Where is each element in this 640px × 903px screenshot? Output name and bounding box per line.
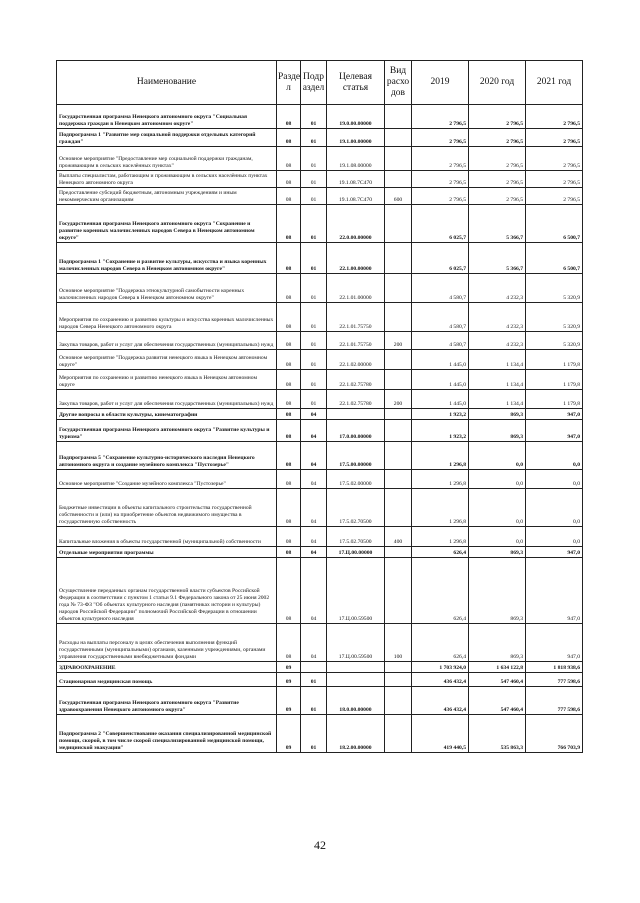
cell-name: Мероприятия по сохранению и развитию ненецкого языка в Ненецком автономном округе — [57, 370, 277, 390]
cell-target: 17.Ц.00.59500 — [327, 624, 385, 662]
table-row — [57, 243, 583, 274]
cell-podrazdel: 01 — [301, 243, 327, 274]
cell-name: Государственная программа Ненецкого автономного округа "Развитие здравоохранения Ненецкого автономного округа" — [57, 687, 277, 715]
cell-vid — [385, 409, 412, 420]
header-2021: 2021 год — [526, 61, 583, 105]
cell-name: Другие вопросы в области культуры, кинематографии — [57, 409, 277, 420]
cell-name: Подпрограмма 1 "Развитие мер социальной поддержки отдельных категорий граждан" — [57, 129, 277, 147]
cell-target: 22.1.01.75750 — [327, 332, 385, 350]
cell-vid: 100 — [385, 624, 412, 662]
cell-podrazdel: 01 — [301, 147, 327, 171]
cell-name: Закупка товаров, работ и услуг для обеспечения государственных (муниципальных) нужд — [57, 390, 277, 409]
cell-podrazdel: 04 — [301, 470, 327, 489]
cell-2021: 1 818 938,6 — [526, 662, 583, 673]
cell-name: Подпрограмма 2 "Совершенствование оказания специализированной медицинской помощи, скорой, в том числе скорой специализированной медицинской помощи, медицинской эвакуации" — [57, 715, 277, 753]
cell-2021: 6 500,7 — [526, 243, 583, 274]
cell-target: 19.1.08.7С470 — [327, 188, 385, 205]
cell-podrazdel: 01 — [301, 390, 327, 409]
cell-2021: 0,0 — [526, 442, 583, 470]
cell-2021: 0,0 — [526, 470, 583, 489]
cell-2021: 947,0 — [526, 409, 583, 420]
table-row — [57, 350, 583, 370]
table-header-row — [57, 61, 583, 105]
cell-podrazdel: 01 — [301, 205, 327, 243]
table-row — [57, 624, 583, 662]
cell-2020: 5 366,7 — [469, 243, 526, 274]
header-name: Наименование — [57, 61, 277, 105]
table-row — [57, 188, 583, 205]
cell-name: Отдельные мероприятия программы — [57, 547, 277, 558]
cell-2021: 1 179,8 — [526, 370, 583, 390]
cell-razdel: 08 — [277, 409, 301, 420]
cell-2020: 2 796,5 — [469, 129, 526, 147]
cell-2020: 2 796,5 — [469, 188, 526, 205]
table-row — [57, 105, 583, 129]
cell-2020: 869,3 — [469, 420, 526, 442]
cell-vid: 400 — [385, 527, 412, 547]
cell-vid — [385, 547, 412, 558]
cell-2020: 869,3 — [469, 558, 526, 624]
cell-2021: 5 320,9 — [526, 303, 583, 332]
cell-podrazdel: 04 — [301, 442, 327, 470]
cell-2021: 947,0 — [526, 624, 583, 662]
cell-podrazdel: 01 — [301, 370, 327, 390]
table-row — [57, 662, 583, 673]
table-row — [57, 673, 583, 687]
cell-razdel: 08 — [277, 105, 301, 129]
cell-podrazdel: 01 — [301, 188, 327, 205]
cell-vid: 200 — [385, 332, 412, 350]
cell-2019: 6 025,7 — [412, 205, 469, 243]
cell-2019: 1 296,8 — [412, 470, 469, 489]
table-row — [57, 332, 583, 350]
cell-target: 19.1.00.00000 — [327, 129, 385, 147]
cell-2019: 1 445,0 — [412, 390, 469, 409]
cell-podrazdel — [301, 662, 327, 673]
cell-2021: 2 796,5 — [526, 129, 583, 147]
cell-target: 19.0.00.00000 — [327, 105, 385, 129]
cell-target: 18.2.00.00000 — [327, 715, 385, 753]
cell-razdel: 09 — [277, 662, 301, 673]
budget-table-sheet — [56, 60, 582, 753]
cell-podrazdel: 01 — [301, 303, 327, 332]
cell-vid — [385, 350, 412, 370]
cell-podrazdel: 01 — [301, 715, 327, 753]
cell-2019: 2 796,5 — [412, 147, 469, 171]
cell-2021: 2 796,5 — [526, 147, 583, 171]
header-target: Целевая статья — [327, 61, 385, 105]
cell-vid — [385, 205, 412, 243]
cell-2020: 1 134,4 — [469, 350, 526, 370]
cell-vid — [385, 370, 412, 390]
cell-target: 18.0.00.00000 — [327, 687, 385, 715]
table-row — [57, 370, 583, 390]
cell-2019: 4 580,7 — [412, 332, 469, 350]
cell-vid — [385, 105, 412, 129]
cell-vid: 200 — [385, 390, 412, 409]
cell-target: 22.1.01.00000 — [327, 274, 385, 303]
table-row — [57, 687, 583, 715]
cell-2019: 4 580,7 — [412, 303, 469, 332]
cell-razdel: 08 — [277, 205, 301, 243]
cell-razdel: 08 — [277, 470, 301, 489]
cell-target: 22.1.02.75780 — [327, 390, 385, 409]
cell-podrazdel: 04 — [301, 558, 327, 624]
cell-2021: 777 598,6 — [526, 673, 583, 687]
cell-razdel: 08 — [277, 303, 301, 332]
cell-2021: 766 703,9 — [526, 715, 583, 753]
cell-vid — [385, 243, 412, 274]
cell-2019: 436 432,4 — [412, 687, 469, 715]
cell-vid — [385, 442, 412, 470]
cell-name: Основное мероприятие "Создание музейного комплекса "Пустозерье" — [57, 470, 277, 489]
cell-name: Государственная программа Ненецкого автономного округа "Сохранение и развитие коренных малочисленных народов Севера в Ненецком автономном округе" — [57, 205, 277, 243]
cell-razdel: 08 — [277, 243, 301, 274]
cell-2020: 869,3 — [469, 409, 526, 420]
cell-2021: 2 796,5 — [526, 105, 583, 129]
cell-2021: 0,0 — [526, 527, 583, 547]
cell-vid — [385, 687, 412, 715]
cell-razdel: 08 — [277, 390, 301, 409]
header-2019: 2019 — [412, 61, 469, 105]
cell-razdel: 09 — [277, 687, 301, 715]
cell-vid: 600 — [385, 188, 412, 205]
cell-target: 22.1.02.00000 — [327, 350, 385, 370]
cell-name: Закупка товаров, работ и услуг для обеспечения государственных (муниципальных) нужд — [57, 332, 277, 350]
table-row — [57, 303, 583, 332]
cell-2020: 2 796,5 — [469, 105, 526, 129]
cell-target: 17.5.02.70500 — [327, 489, 385, 527]
cell-target — [327, 409, 385, 420]
cell-2020: 0,0 — [469, 470, 526, 489]
cell-2020: 869,3 — [469, 547, 526, 558]
cell-target: 17.5.00.00000 — [327, 442, 385, 470]
cell-name: Основное мероприятие "Предоставление мер социальной поддержки гражданам, проживающим в сельских населённых пунктах" — [57, 147, 277, 171]
cell-podrazdel: 01 — [301, 105, 327, 129]
cell-2019: 4 580,7 — [412, 274, 469, 303]
cell-vid — [385, 489, 412, 527]
table-body — [57, 105, 583, 753]
cell-podrazdel: 01 — [301, 129, 327, 147]
cell-target: 22.1.01.75750 — [327, 303, 385, 332]
cell-target: 22.1.02.75780 — [327, 370, 385, 390]
cell-2021: 1 179,8 — [526, 350, 583, 370]
cell-podrazdel: 01 — [301, 350, 327, 370]
cell-razdel: 08 — [277, 370, 301, 390]
header-razdel: Разде л — [277, 61, 301, 105]
cell-name: Расходы на выплаты персоналу в целях обеспечения выполнения функций государственными (муниципальными) органами, казенными учреждениями, органами управления государственными внебюджетными фондами — [57, 624, 277, 662]
cell-2019: 6 025,7 — [412, 243, 469, 274]
cell-2019: 626,4 — [412, 624, 469, 662]
cell-2019: 2 796,5 — [412, 171, 469, 188]
cell-2021: 947,0 — [526, 547, 583, 558]
table-row — [57, 390, 583, 409]
cell-podrazdel: 01 — [301, 673, 327, 687]
cell-target: 17.5.02.00000 — [327, 470, 385, 489]
cell-podrazdel: 04 — [301, 420, 327, 442]
cell-target: 17.Ц.00.00000 — [327, 547, 385, 558]
cell-razdel: 08 — [277, 489, 301, 527]
cell-2019: 419 440,5 — [412, 715, 469, 753]
cell-razdel: 08 — [277, 188, 301, 205]
cell-target: 17.5.02.70500 — [327, 527, 385, 547]
cell-2020: 4 232,3 — [469, 332, 526, 350]
cell-target: 22.0.00.00000 — [327, 205, 385, 243]
table-row — [57, 558, 583, 624]
cell-2021: 0,0 — [526, 489, 583, 527]
cell-name: Выплаты специалистам, работающим и проживающим в сельских населённых пунктах Ненецкого автономного округа — [57, 171, 277, 188]
cell-2020: 4 232,3 — [469, 274, 526, 303]
cell-2020: 547 460,4 — [469, 673, 526, 687]
cell-2019: 1 296,8 — [412, 442, 469, 470]
cell-2020: 0,0 — [469, 489, 526, 527]
cell-podrazdel: 04 — [301, 547, 327, 558]
cell-razdel: 08 — [277, 332, 301, 350]
cell-vid — [385, 470, 412, 489]
cell-vid — [385, 303, 412, 332]
cell-2019: 1 296,8 — [412, 489, 469, 527]
cell-2019: 2 796,5 — [412, 129, 469, 147]
cell-vid — [385, 171, 412, 188]
cell-name: Подпрограмма 1 "Сохранение и развитие культуры, искусства и языка коренных малочисленных народов Севера в Ненецком автономном округе" — [57, 243, 277, 274]
cell-razdel: 08 — [277, 547, 301, 558]
table-row — [57, 420, 583, 442]
cell-2019: 1 445,0 — [412, 350, 469, 370]
table-row — [57, 147, 583, 171]
cell-2019: 1 923,2 — [412, 420, 469, 442]
cell-podrazdel: 01 — [301, 332, 327, 350]
cell-name: ЗДРАВООХРАНЕНИЕ — [57, 662, 277, 673]
cell-2019: 1 296,8 — [412, 527, 469, 547]
table-row — [57, 171, 583, 188]
cell-vid — [385, 274, 412, 303]
cell-razdel: 08 — [277, 171, 301, 188]
cell-2020: 1 134,4 — [469, 370, 526, 390]
cell-2019: 1 703 924,0 — [412, 662, 469, 673]
cell-2020: 1 134,4 — [469, 390, 526, 409]
cell-2020: 2 796,5 — [469, 171, 526, 188]
cell-2021: 6 500,7 — [526, 205, 583, 243]
cell-2020: 547 460,4 — [469, 687, 526, 715]
cell-podrazdel: 04 — [301, 624, 327, 662]
cell-razdel: 08 — [277, 129, 301, 147]
cell-2019: 2 796,5 — [412, 105, 469, 129]
cell-2020: 2 796,5 — [469, 147, 526, 171]
cell-2021: 1 179,8 — [526, 390, 583, 409]
header-vid: Вид расхо дов — [385, 61, 412, 105]
cell-podrazdel: 04 — [301, 527, 327, 547]
cell-target: 17.0.00.00000 — [327, 420, 385, 442]
cell-name: Основное мероприятие "Поддержка этнокультурной самобытности коренных малочисленных народов Севера в Ненецком автономном округе" — [57, 274, 277, 303]
cell-podrazdel: 01 — [301, 274, 327, 303]
table-row — [57, 129, 583, 147]
cell-podrazdel: 01 — [301, 171, 327, 188]
cell-vid — [385, 420, 412, 442]
cell-2021: 2 796,5 — [526, 171, 583, 188]
budget-table — [56, 60, 583, 753]
cell-2019: 626,4 — [412, 558, 469, 624]
table-row — [57, 715, 583, 753]
cell-2020: 1 634 122,8 — [469, 662, 526, 673]
table-row — [57, 470, 583, 489]
cell-target: 22.1.00.00000 — [327, 243, 385, 274]
table-row — [57, 547, 583, 558]
cell-vid — [385, 129, 412, 147]
cell-2020: 4 232,3 — [469, 303, 526, 332]
cell-razdel: 09 — [277, 673, 301, 687]
cell-razdel: 08 — [277, 442, 301, 470]
cell-2019: 626,4 — [412, 547, 469, 558]
cell-name: Основное мероприятие "Поддержка развития ненецкого языка в Ненецком автономном округе" — [57, 350, 277, 370]
table-row — [57, 527, 583, 547]
cell-name: Государственная программа Ненецкого автономного округа "Социальная поддержка граждан в Ненецком автономном округе" — [57, 105, 277, 129]
cell-target: 17.Ц.00.59500 — [327, 558, 385, 624]
cell-target: 19.1.08.7С470 — [327, 171, 385, 188]
cell-podrazdel: 04 — [301, 489, 327, 527]
cell-podrazdel: 04 — [301, 409, 327, 420]
cell-2019: 1 923,2 — [412, 409, 469, 420]
cell-name: Предоставление субсидий бюджетным, автономным учреждениям и иным некоммерческим организациям — [57, 188, 277, 205]
cell-target — [327, 662, 385, 673]
cell-name: Мероприятия по сохранению и развитию культуры и искусства коренных малочисленных народов Севера Ненецкого автономного округа — [57, 303, 277, 332]
cell-2021: 5 320,9 — [526, 274, 583, 303]
table-row — [57, 274, 583, 303]
cell-razdel: 08 — [277, 558, 301, 624]
cell-razdel: 09 — [277, 715, 301, 753]
cell-2021: 2 796,5 — [526, 188, 583, 205]
cell-2020: 869,3 — [469, 624, 526, 662]
cell-name: Капитальные вложения в объекты государственной (муниципальной) собственности — [57, 527, 277, 547]
cell-razdel: 08 — [277, 274, 301, 303]
cell-2021: 5 320,9 — [526, 332, 583, 350]
cell-podrazdel: 01 — [301, 687, 327, 715]
page-number: 42 — [314, 838, 326, 852]
cell-razdel: 08 — [277, 350, 301, 370]
cell-razdel: 08 — [277, 624, 301, 662]
cell-vid — [385, 662, 412, 673]
cell-2021: 947,0 — [526, 420, 583, 442]
cell-name: Государственная программа Ненецкого автономного округа "Развитие культуры и туризма" — [57, 420, 277, 442]
cell-target — [327, 673, 385, 687]
cell-2020: 5 366,7 — [469, 205, 526, 243]
cell-vid — [385, 673, 412, 687]
cell-2019: 2 796,5 — [412, 188, 469, 205]
cell-2021: 947,0 — [526, 558, 583, 624]
cell-2019: 436 432,4 — [412, 673, 469, 687]
header-2020: 2020 год — [469, 61, 526, 105]
table-row — [57, 442, 583, 470]
cell-razdel: 08 — [277, 420, 301, 442]
cell-2019: 1 445,0 — [412, 370, 469, 390]
header-podrazdel: Подр аздел — [301, 61, 327, 105]
cell-2020: 535 863,3 — [469, 715, 526, 753]
cell-name: Подпрограмма 5 "Сохранение культурно-исторического наследия Ненецкого автономного округа и создание музейного комплекса "Пустозерье" — [57, 442, 277, 470]
table-row — [57, 409, 583, 420]
table-row — [57, 489, 583, 527]
cell-2021: 777 598,6 — [526, 687, 583, 715]
cell-name: Осуществление переданных органам государственной власти субъектов Российской Федерации в соответствии с пунктом 1 статьи 9.1 Федерального закона от 25 июня 2002 года № 73-ФЗ "Об объектах культурного наследия (памятниках истории и культуры) народов Российской Федерации" полномочий Российской Федерации в отношении объектов культурного наследия — [57, 558, 277, 624]
cell-vid — [385, 147, 412, 171]
table-row — [57, 205, 583, 243]
cell-razdel: 08 — [277, 147, 301, 171]
cell-name: Стационарная медицинская помощь — [57, 673, 277, 687]
cell-2020: 0,0 — [469, 527, 526, 547]
cell-2020: 0,0 — [469, 442, 526, 470]
cell-razdel: 08 — [277, 527, 301, 547]
cell-vid — [385, 715, 412, 753]
cell-vid — [385, 558, 412, 624]
cell-name: Бюджетные инвестиции в объекты капитального строительства государственной собственности и (или) на приобретение объектов недвижимого имущества в государственную собственность — [57, 489, 277, 527]
cell-target: 19.1.08.00000 — [327, 147, 385, 171]
